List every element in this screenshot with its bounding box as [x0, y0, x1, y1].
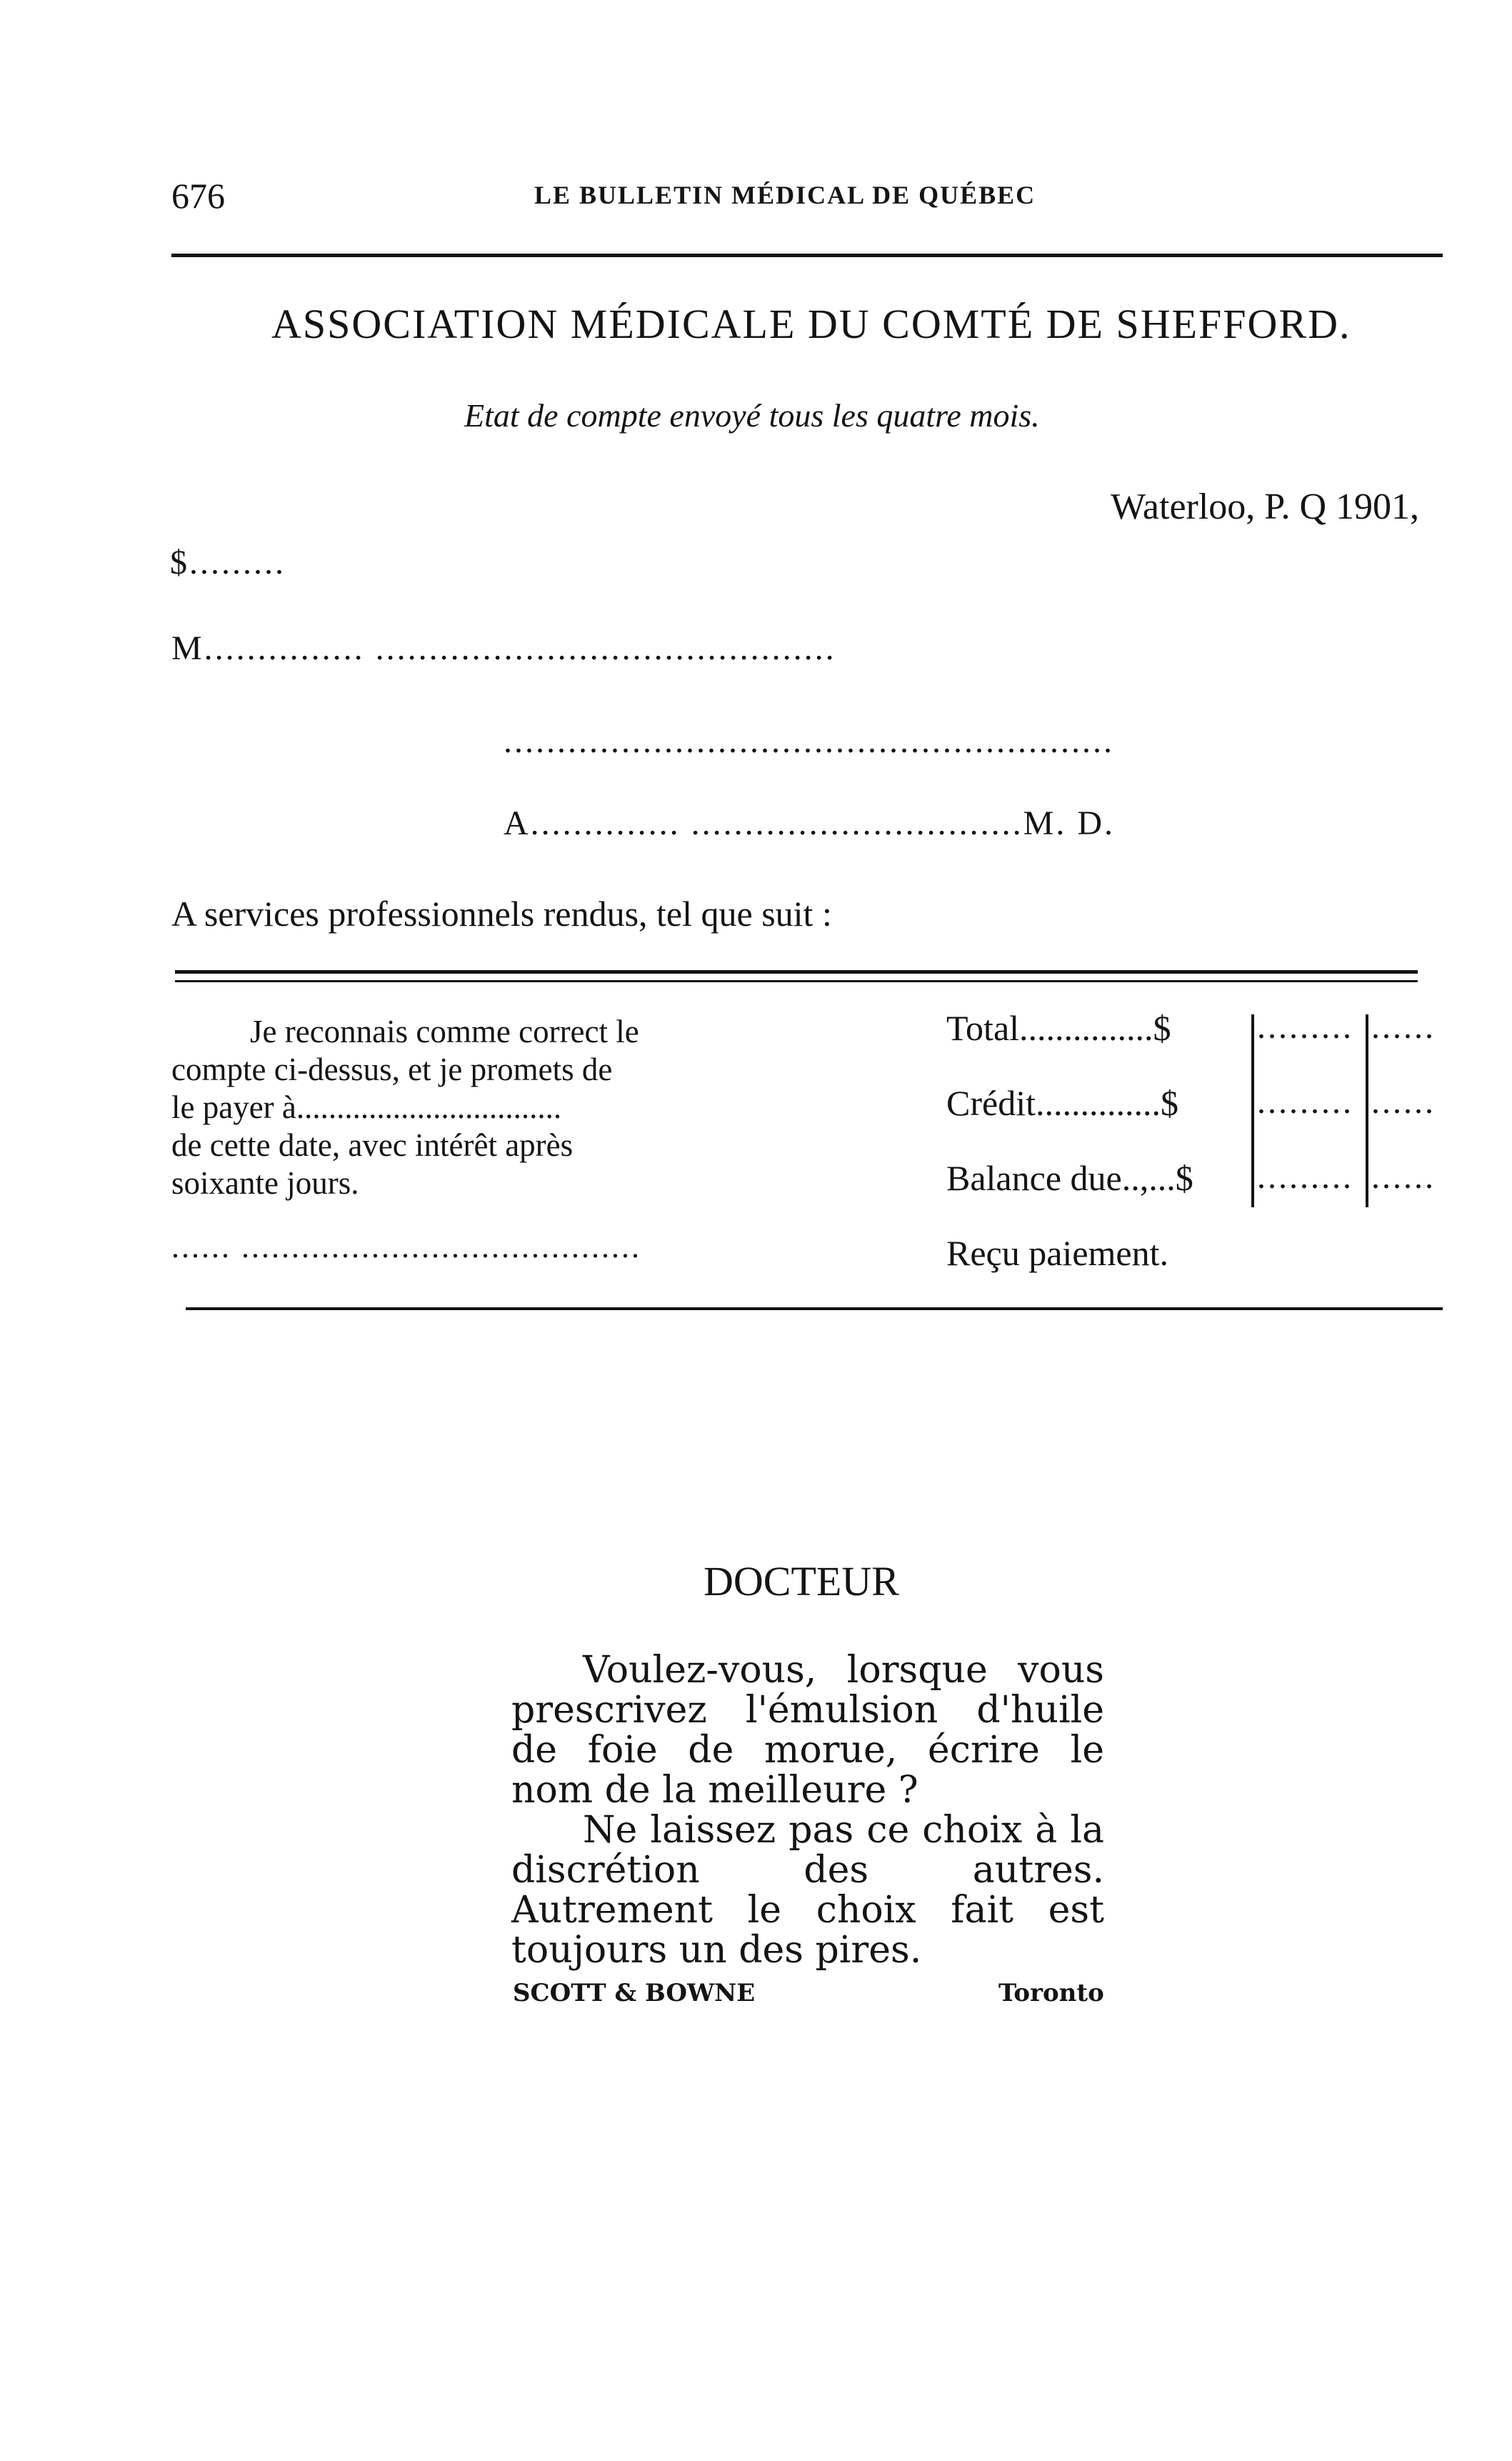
header-rule: [171, 254, 1443, 257]
services-statement: A services professionnels rendus, tel que suit :: [171, 894, 832, 934]
credit-amount: .........: [1257, 1083, 1353, 1121]
balance-label: Balance due..,...$: [946, 1158, 1193, 1198]
credit-cents: ......: [1371, 1083, 1436, 1121]
form-double-rule-top: [175, 970, 1418, 974]
ack-line: Je reconnais comme correct le: [250, 1014, 639, 1049]
form-subtitle: Etat de compte envoyé tous les quatre mois.: [464, 397, 1040, 434]
addressee-line: M............... ...........................................: [171, 629, 836, 667]
acknowledgement-text: [171, 1013, 771, 1202]
total-cents: ......: [1371, 1008, 1436, 1046]
balance-cents: ......: [1371, 1158, 1436, 1196]
ad-company: SCOTT & BOWNE: [513, 1979, 756, 2007]
address-line: .........................................................: [504, 722, 1114, 760]
doctor-line: A.............. ...............................M. D.: [504, 804, 1116, 842]
total-label: Total...............$: [946, 1008, 1171, 1048]
form-double-rule-bottom: [175, 980, 1418, 982]
running-head: LE BULLETIN MÉDICAL DE QUÉBEC: [534, 181, 1036, 209]
total-amount: .........: [1257, 1008, 1353, 1046]
ack-line: compte ci-dessus, et je promets de: [171, 1052, 613, 1087]
ack-line: de cette date, avec intérêt après: [171, 1127, 574, 1163]
ad-paragraph: Voulez-vous, lorsque vous prescrivez l'émulsion d'huile de foie de morue, écrire le nom de la meilleure ?: [511, 1649, 1104, 1812]
ad-paragraph: Ne laissez pas ce choix à la discrétion des autres. Autrement le choix fait est toujours un des pires.: [511, 1809, 1104, 1972]
signature-line: ...... ........................................: [171, 1229, 641, 1264]
association-title: ASSOCIATION MÉDICALE DU COMTÉ DE SHEFFORD.: [271, 301, 1351, 347]
credit-label: Crédit..............$: [946, 1083, 1178, 1123]
payment-received-label: Reçu paiement.: [946, 1233, 1168, 1273]
ad-city: Toronto: [998, 1979, 1104, 2007]
form-bottom-rule: [186, 1307, 1443, 1310]
ack-line: le payer à.................................: [171, 1089, 562, 1125]
amount-column-divider: [1251, 1014, 1254, 1207]
place-date: Waterloo, P. Q 1901,: [1111, 486, 1419, 527]
page-number: 676: [171, 176, 225, 216]
ad-heading: DOCTEUR: [704, 1558, 899, 1604]
balance-amount: .........: [1257, 1158, 1353, 1196]
ack-line: soixante jours.: [171, 1165, 359, 1201]
cents-column-divider: [1366, 1014, 1368, 1207]
ad-body: [511, 1650, 1104, 1970]
amount-line: $.........: [170, 544, 286, 581]
